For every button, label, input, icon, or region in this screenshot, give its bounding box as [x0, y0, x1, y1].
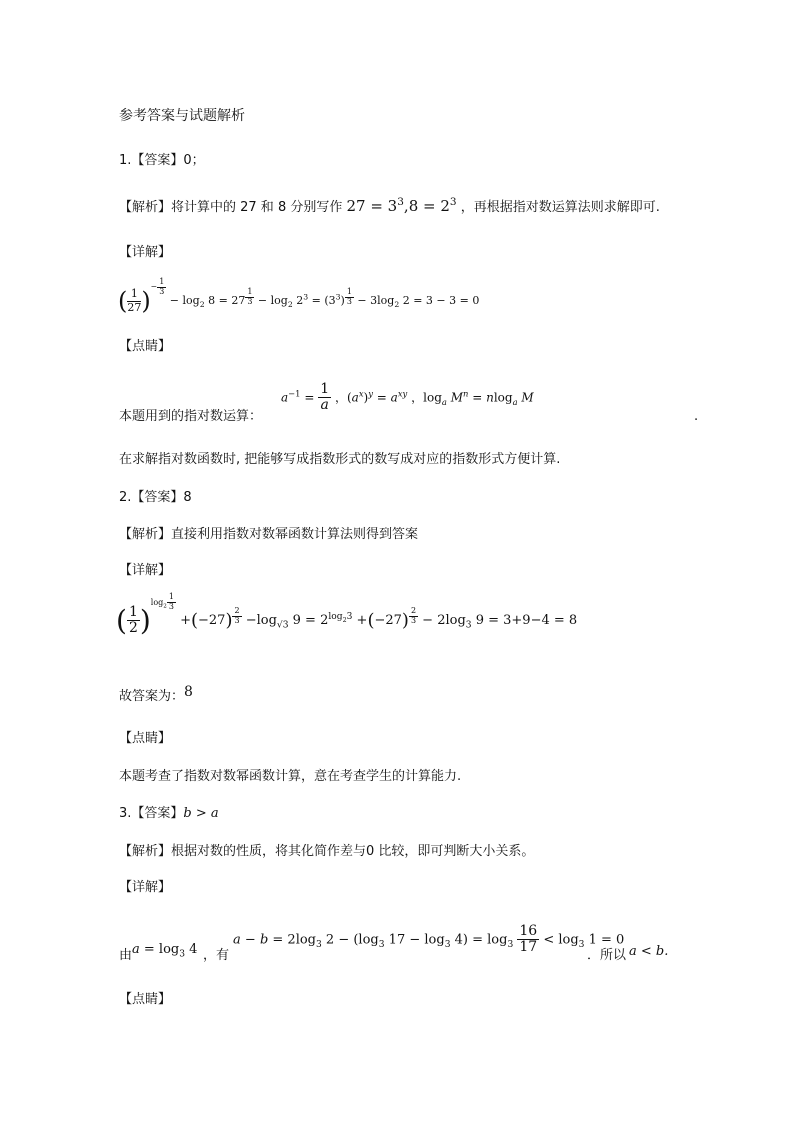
- q1-analysis-prefix: 【解析】将计算中的 27 和 8 分别写作: [119, 200, 343, 215]
- q3-detail-suffix: ．所以: [587, 948, 627, 963]
- q1-comment-end: .: [694, 409, 699, 424]
- q1-comment-label: 【点睛】: [119, 339, 172, 354]
- q3-detail-label: 【详解】: [119, 880, 172, 895]
- q2-analysis: 【解析】直接利用指数对数幂函数计算法则得到答案: [119, 527, 419, 542]
- q2-comment: 本题考查了指数对数幂函数计算，意在考查学生的计算能力.: [119, 769, 462, 784]
- q3-answer: [119, 806, 219, 823]
- q1-comment-line2: 在求解指对数函数时, 把能够写成指数形式的数写成对应的指数形式方便计算.: [119, 452, 561, 467]
- q3-detail-math1: $a = \log_3 4$: [132, 942, 198, 960]
- q3-detail-prefix: 由: [119, 948, 133, 963]
- q2-result-value: 8: [184, 684, 193, 700]
- q2-detail-label: 【详解】: [119, 563, 172, 578]
- q1-answer: 1.【答案】0；: [119, 153, 205, 168]
- q3-detail-result: a < b.: [629, 944, 669, 959]
- q1-comment-formula: $a^{-1}$ = $\frac{1}{a}$ ，$(a^x)^y = a^{xy}$ ，$\log_a M^n = nlog_a$ M: [281, 381, 534, 414]
- q3-answer-math: b > a: [183, 806, 219, 821]
- q2-result-prefix: 故答案为：: [119, 689, 185, 704]
- q2-answer: 2.【答案】8: [119, 490, 192, 505]
- page-title: 参考答案与试题解析: [119, 108, 245, 124]
- q3-detail-math2: $a - b = 2\log_3$ $2 - (\log_3$ $17 - \log_3 4) = \log_3$ $\frac{16}{17}$ < $\log_3 1 = 0$: [233, 923, 625, 956]
- q2-comment-label: 【点睛】: [119, 731, 172, 746]
- q3-comment-label: 【点睛】: [119, 992, 172, 1007]
- q1-analysis: [119, 196, 660, 217]
- q1-analysis-formula: $27 = 3^3,8 = 2^3$: [346, 196, 457, 215]
- q1-analysis-suffix: ，再根据指对数运算法则求解即可.: [460, 200, 660, 215]
- q2-detail-formula: ( $\frac{1}{2}$ )$^{log_2 \frac{1}{3}}$ +(−27) $^{\frac{2}{3}}$ $-\log_{√3}$ $9 = 2^{log_23} +(-27)$ $^{\frac{2}{3}}$ − $2\log_3$ 9 = 3+9−4 = 8: [116, 592, 578, 637]
- q1-comment-prefix: 本题用到的指对数运算：: [119, 409, 263, 424]
- q2-result: [119, 684, 193, 706]
- q1-detail-label: 【详解】: [119, 245, 172, 260]
- q3-detail-mid: ，有: [203, 948, 230, 963]
- q3-answer-prefix: 3.【答案】: [119, 806, 184, 821]
- q1-detail-formula: ( $\frac{1}{27}$ )$^{- \frac{1}{3}}$ − $\log_2 8 = 27$ $^{\frac{1}{3}}$ − $\log_2 2^3 = (3^3)$ $^{\frac{1}{3}}$ − $3\log_2$ 2 = 3 − 3 = 0: [118, 277, 480, 315]
- q3-analysis: 【解析】根据对数的性质，将其化简作差与0 比较，即可判断大小关系。: [119, 844, 535, 859]
